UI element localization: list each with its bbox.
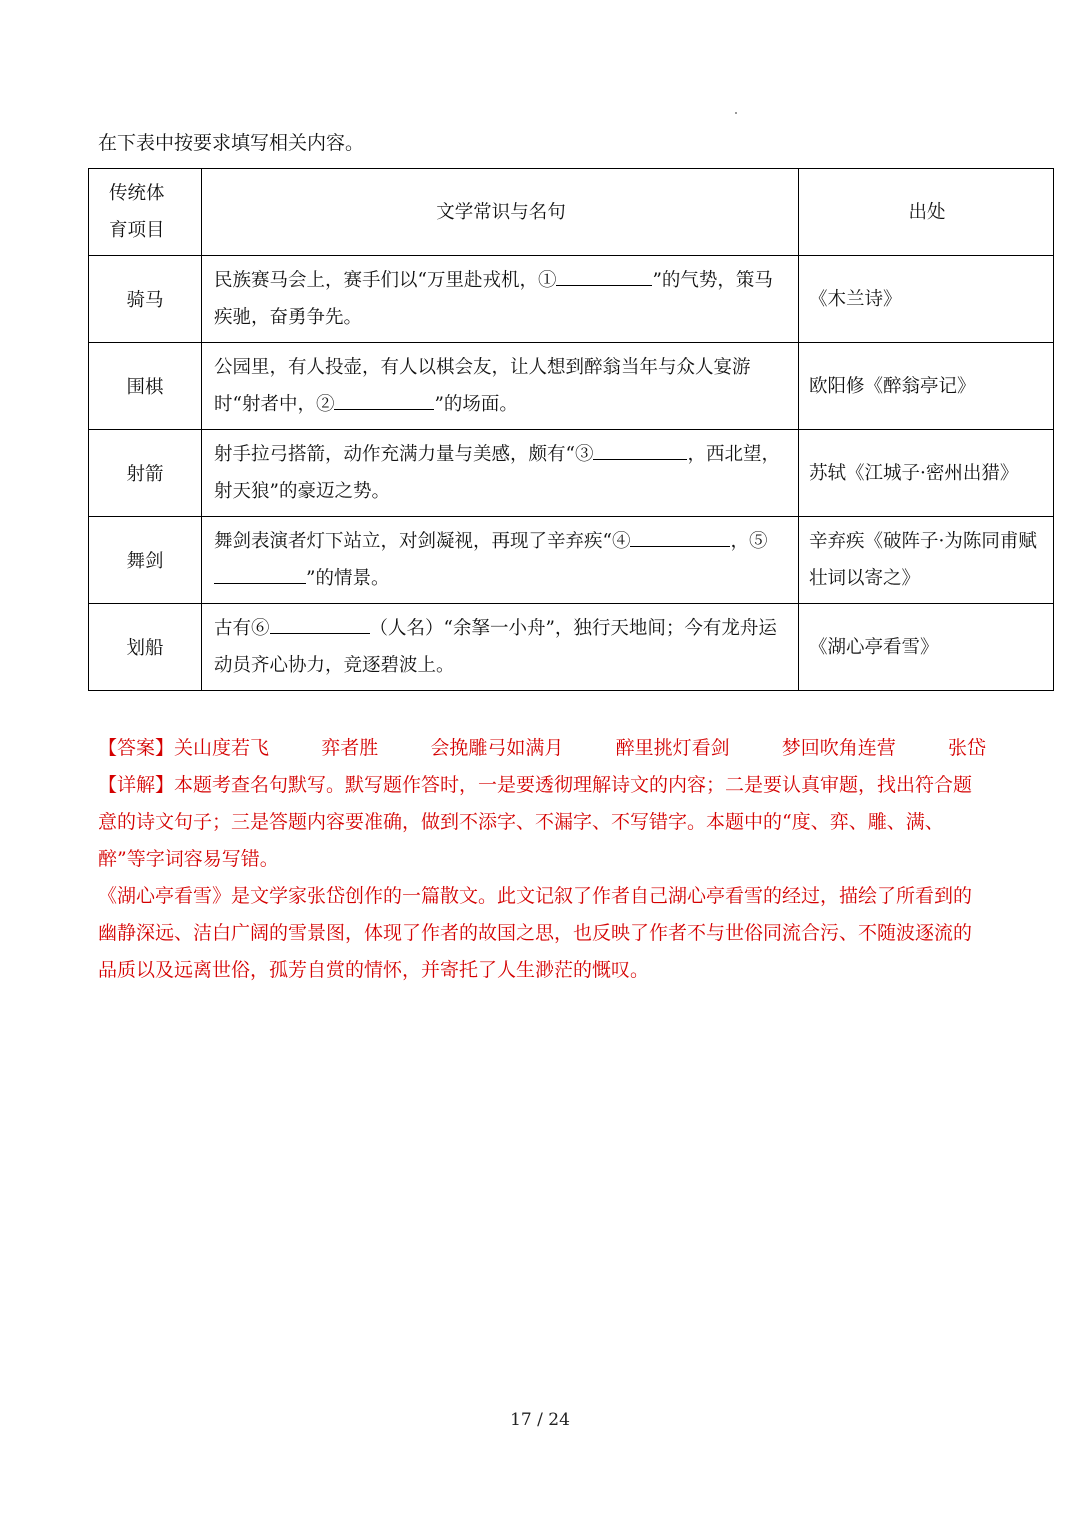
sport-cell: 舞剑 bbox=[89, 517, 202, 604]
text-part: 射手拉弓搭箭，动作充满力量与美感，颇有“③ bbox=[214, 444, 594, 465]
explanation-paragraph-2: 《湖心亭看雪》是文学家张岱创作的一篇散文。此文记叙了作者自己湖心亭看雪的经过，描绘了所看到的幽静深远、洁白广阔的雪景图，体现了作者的故国之思，也反映了作者不与世俗同流合污、不随波逐流的品质以及远离世俗，孤芳自赏的情怀，并寄托了人生渺茫的慨叹。 bbox=[98, 885, 973, 981]
header-text: 文学常识与名句 bbox=[202, 169, 799, 256]
text-part: ”的气势，策马疾驰，奋勇争先。 bbox=[214, 270, 773, 328]
answer-value: 梦回吹角连营 bbox=[781, 737, 896, 759]
text-part: （人名）“余拏一小舟”，独行天地间；今有龙舟运动员齐心协力，竞逐碧波上。 bbox=[214, 618, 777, 676]
sport-cell: 骑马 bbox=[89, 256, 202, 343]
answer-value: 弈者胜 bbox=[321, 737, 379, 759]
source-cell: 苏轼《江城子·密州出猎》 bbox=[799, 430, 1054, 517]
answer-blank-4[interactable] bbox=[630, 526, 730, 547]
sport-cell: 围棋 bbox=[89, 343, 202, 430]
answer-line bbox=[98, 730, 986, 767]
answer-item bbox=[98, 730, 269, 767]
fill-in-table bbox=[88, 168, 1054, 691]
table-row bbox=[89, 430, 1054, 517]
explanation-label: 【详解】 bbox=[98, 774, 175, 796]
answer-blank-3[interactable] bbox=[593, 439, 687, 460]
text-part: ，西北望，射天狼”的豪迈之势。 bbox=[214, 444, 780, 502]
text-part: 民族赛马会上，赛手们以“万里赴戎机，① bbox=[214, 270, 557, 291]
text-cell bbox=[202, 517, 799, 604]
source-cell: 《木兰诗》 bbox=[799, 256, 1054, 343]
table-row bbox=[89, 343, 1054, 430]
answer-blank-1[interactable] bbox=[556, 265, 652, 286]
text-cell bbox=[202, 604, 799, 691]
source-cell: 辛弃疾《破阵子·为陈同甫赋壮词以寄之》 bbox=[799, 517, 1054, 604]
answer-value: 醉里挑灯看剑 bbox=[615, 737, 730, 759]
sport-cell: 射箭 bbox=[89, 430, 202, 517]
answer-value: 张岱 bbox=[947, 737, 986, 759]
table-row bbox=[89, 517, 1054, 604]
text-cell bbox=[202, 256, 799, 343]
text-cell bbox=[202, 430, 799, 517]
text-part: ，⑤ bbox=[730, 531, 768, 552]
table-header-row bbox=[89, 169, 1054, 256]
scan-dot bbox=[735, 112, 737, 114]
text-part: 公园里，有人投壶，有人以棋会友，让人想到醉翁当年与众人宴游时“射者中，② bbox=[214, 357, 751, 415]
text-part: ”的情景。 bbox=[306, 568, 390, 589]
explanation-text: 本题考查名句默写。默写题作答时，一是要透彻理解诗文的内容；二是要认真审题，找出符合题意的诗文句子；三是答题内容要准确，做到不添字、不漏字、不写错字。本题中的“度、弈、雕、满、醉”等字词容易写错。 bbox=[98, 774, 973, 870]
text-part: 舞剑表演者灯下站立，对剑凝视，再现了辛弃疾“④ bbox=[214, 531, 631, 552]
answer-blank-5[interactable] bbox=[214, 563, 306, 584]
answer-blank-6[interactable] bbox=[270, 613, 370, 634]
question-instruction: 在下表中按要求填写相关内容。 bbox=[98, 132, 365, 154]
header-source: 出处 bbox=[799, 169, 1054, 256]
answer-blank-2[interactable] bbox=[334, 389, 434, 410]
table-row bbox=[89, 256, 1054, 343]
text-part: ”的场面。 bbox=[434, 394, 518, 415]
sport-cell: 划船 bbox=[89, 604, 202, 691]
text-part: 古有⑥ bbox=[214, 618, 270, 639]
source-cell: 欧阳修《醉翁亭记》 bbox=[799, 343, 1054, 430]
text-cell bbox=[202, 343, 799, 430]
header-sport-line2: 育项目 bbox=[109, 220, 165, 241]
source-cell: 《湖心亭看雪》 bbox=[799, 604, 1054, 691]
answer-label: 【答案】 bbox=[98, 737, 175, 759]
header-sport bbox=[89, 169, 202, 256]
answer-value: 会挽雕弓如满月 bbox=[430, 737, 564, 759]
answer-section bbox=[98, 730, 986, 989]
table-row bbox=[89, 604, 1054, 691]
answer-value: 关山度若飞 bbox=[174, 737, 270, 759]
page-number: 17 / 24 bbox=[510, 1410, 570, 1430]
header-sport-line1: 传统体 bbox=[109, 183, 165, 204]
explanation-paragraph-1 bbox=[98, 767, 986, 878]
